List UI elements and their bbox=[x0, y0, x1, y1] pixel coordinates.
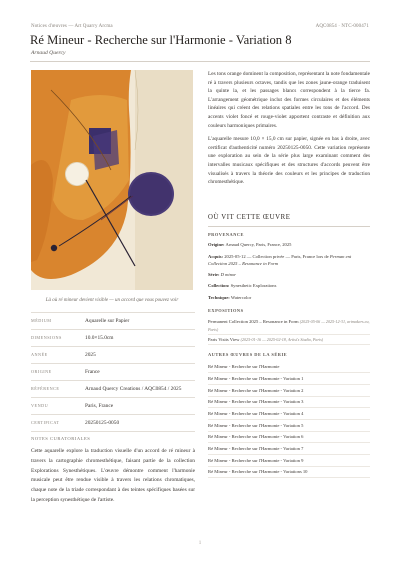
exhibition-item bbox=[208, 317, 370, 335]
exhibitions-heading: EXPOSITIONS bbox=[208, 308, 244, 314]
artwork-image bbox=[31, 70, 193, 290]
exhibition-item bbox=[208, 335, 370, 345]
header-right: AQC0854 · NTC-000471 bbox=[315, 24, 369, 29]
series-heading: AUTRES ŒUVRES DE LA SÉRIE bbox=[208, 352, 288, 358]
spec-key: ANNÉE bbox=[31, 352, 48, 357]
provenance-origin bbox=[208, 241, 370, 248]
spec-key: VENDU bbox=[31, 403, 49, 408]
series-link[interactable]: Ré Mineur - Recherche sur l'Harmonie bbox=[208, 362, 370, 374]
spec-row bbox=[31, 312, 195, 329]
acquired-label: Acquis: bbox=[208, 253, 224, 259]
technique-value: Watercolor bbox=[230, 294, 252, 300]
spec-value: 10.0×15.0cm bbox=[85, 335, 114, 341]
acquired-exhibition: Perman ent Collection 2025 – Resonance in Form bbox=[208, 253, 352, 266]
exhibition-detail: (2025-01-16 — 2025-02-18, Artist's Studio, Paris) bbox=[240, 336, 324, 342]
series-link[interactable]: Ré Mineur - Recherche sur l'Harmonie - Variation 4 bbox=[208, 408, 370, 420]
collection-value: Synesthetic Explorations bbox=[230, 283, 277, 289]
provenance-acquired bbox=[208, 253, 370, 268]
spec-row bbox=[31, 346, 195, 363]
spec-value: France bbox=[85, 369, 100, 375]
curatorial-notes: Cette aquarelle explore la traduction visuelle d'un accord de ré mineur à travers la cartographie chromesthétique, faisant partie de la collection Explorations Synesthétiques. L'œuvre démontre comment l'harmonie musicale peut être rendue visible à travers les relations chromatiques, chaque note de la triade correspondant à des teintes spécifiques basées sur la perception synesthétique de l'artiste. bbox=[31, 448, 195, 503]
artwork-caption: Là où ré mineur devient visible — un accord que vous pouvez voir bbox=[45, 298, 179, 303]
artist-name: Arnaud Quercy bbox=[31, 50, 66, 56]
description-paragraph: Les tons orange dominent la composition, représentant la note fondamentale ré à travers plusieurs octaves, tandis que les zones jaune-orange traduisent la quinte la, et les passages blancs correspondent à la tierce fa. L'arrangement géométrique inclut des formes circulaires et des éléments linéaires qui créent des relations spatiales entre les tons de l'accord. Des accents violet foncé et rouge-violet apportent contraste et définition aux couleurs harmoniques primaires. bbox=[208, 71, 370, 129]
where-divider bbox=[208, 226, 370, 227]
spec-row bbox=[31, 380, 195, 397]
series-link[interactable]: Ré Mineur - Recherche sur l'Harmonie - Variations 10 bbox=[208, 467, 370, 479]
spec-key: CERTIFICAT bbox=[31, 420, 60, 425]
exhibition-detail: (2025-05-06 — 2025-12-31, artmakers.eu, Paris) bbox=[208, 319, 370, 332]
series-link[interactable]: Ré Mineur - Recherche sur l'Harmonie - Variation 2 bbox=[208, 385, 370, 397]
origin-label: Origine: bbox=[208, 242, 225, 248]
page-title: Ré Mineur - Recherche sur l'Harmonie - Variation 8 bbox=[30, 33, 292, 47]
series-label: Série: bbox=[208, 272, 220, 278]
series-link[interactable]: Ré Mineur - Recherche sur l'Harmonie - Variation 6 bbox=[208, 432, 370, 444]
notes-heading: NOTES CURATORIALES bbox=[31, 436, 91, 441]
collection-label: Collection: bbox=[208, 283, 230, 289]
top-bar bbox=[31, 24, 369, 29]
series-link[interactable]: Ré Mineur - Recherche sur l'Harmonie - Variation 5 bbox=[208, 420, 370, 432]
spec-row bbox=[31, 397, 195, 414]
series-value: D minor bbox=[220, 272, 237, 278]
spec-value: Paris, France bbox=[85, 403, 114, 409]
spec-row bbox=[31, 363, 195, 380]
spec-key: MÉDIUM bbox=[31, 318, 52, 323]
provenance-technique bbox=[208, 294, 370, 301]
origin-value: Arnaud Quercy, Paris, France, 2025 bbox=[225, 242, 292, 248]
spec-row bbox=[31, 414, 195, 432]
spec-key: DIMENSIONS bbox=[31, 335, 62, 340]
series-link[interactable]: Ré Mineur - Recherche sur l'Harmonie - Variation 9 bbox=[208, 455, 370, 467]
spec-key: ORIGINE bbox=[31, 369, 52, 374]
spec-table bbox=[31, 312, 195, 432]
spec-value: Arnaud Quercy Creations / AQC0854 / 2025 bbox=[85, 386, 182, 392]
header-left: Notices d'œuvres — Art Quarry Arcma bbox=[31, 24, 113, 29]
technique-label: Technique: bbox=[208, 294, 230, 300]
provenance-collection bbox=[208, 282, 370, 289]
series-link[interactable]: Ré Mineur - Recherche sur l'Harmonie - Variation 7 bbox=[208, 443, 370, 455]
title-divider bbox=[30, 61, 370, 62]
series-link[interactable]: Ré Mineur - Recherche sur l'Harmonie - Variation 1 bbox=[208, 373, 370, 385]
spec-value: 2025 bbox=[85, 352, 96, 358]
exhibition-name: Permanent Collection 2025 – Resonance in Form bbox=[208, 319, 299, 325]
series-link[interactable]: Ré Mineur - Recherche sur l'Harmonie - Variation 3 bbox=[208, 397, 370, 409]
spec-row bbox=[31, 329, 195, 346]
exhibition-name: Paris Visits View bbox=[208, 336, 240, 342]
description bbox=[208, 70, 370, 192]
acquired-value: 2025-05-12 — Collection privée — Paris, France lors de bbox=[224, 253, 329, 259]
provenance-heading: PROVENANCE bbox=[208, 232, 244, 237]
description-paragraph: L'aquarelle mesure 10,0 × 15,0 cm sur papier, signée en bas à droite, avec certificat d'authenticité numéro 20250125-0050. Cette variation représente une exploration au sein de la série plus large examinant comment des intervalles musicaux spécifiques et des structures d'accords peuvent être visualisés à travers la théorie des couleurs et les principes de traduction chromesthétique. bbox=[208, 136, 370, 186]
spec-value: Aquarelle sur Papier bbox=[85, 318, 130, 324]
spec-value: 20250125-0050 bbox=[85, 420, 120, 426]
page-number: 1 bbox=[198, 541, 202, 546]
provenance-panel bbox=[208, 231, 370, 478]
provenance-series bbox=[208, 271, 370, 278]
spec-key: RÉFÉRENCE bbox=[31, 386, 60, 391]
where-heading: OÙ VIT CETTE ŒUVRE bbox=[208, 214, 291, 221]
